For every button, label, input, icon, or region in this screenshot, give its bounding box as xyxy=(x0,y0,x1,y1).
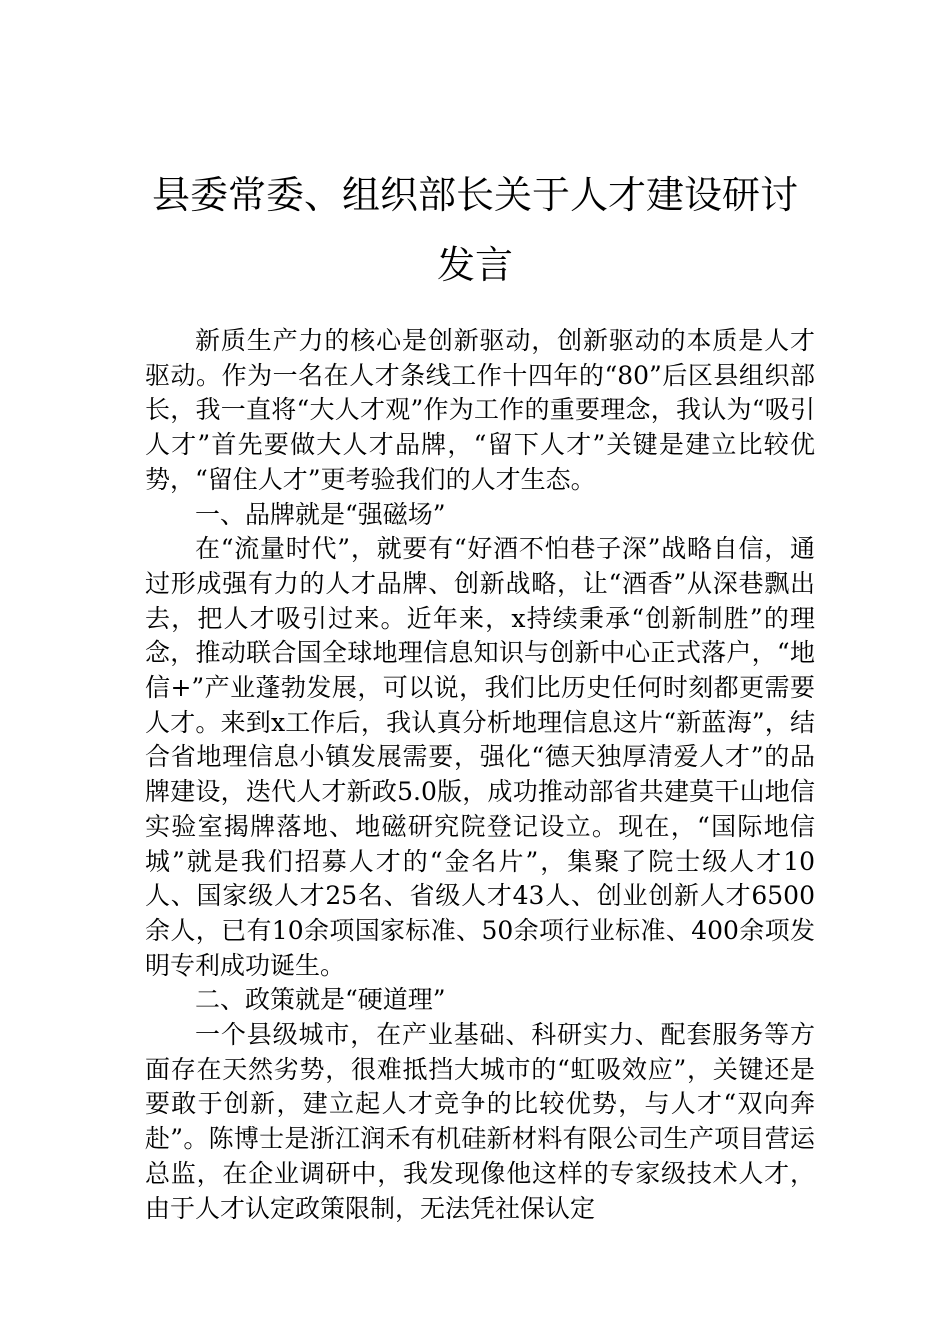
paragraph-brand: 在“流量时代”，就要有“好酒不怕巷子深”战略自信，通过形成强有力的人才品牌、创新战略，让“酒香”从深巷飘出去，把人才吸引过来。近年来，x持续秉承“创新制胜”的理念，推动联合国全球地理信息知识与创新中心正式落户，“地信+”产业蓬勃发展，可以说，我们比历史任何时刻都更需要人才。来到x工作后，我认真分析地理信息这片“新蓝海”，结合省地理信息小镇发展需要，强化“德天独厚清爱人才”的品牌建设，迭代人才新政5.0版，成功推动部省共建莫干山地信实验室揭牌落地、地磁研究院登记设立。现在，“国际地信城”就是我们招募人才的“金名片”，集聚了院士级人才10人、国家级人才25名、省级人才43人、创业创新人才6500余人，已有10余项国家标准、50余项行业标准、400余项发明专利成功诞生。 xyxy=(145,534,815,980)
section-heading-1: 一、品牌就是“强磁场” xyxy=(195,499,446,529)
section-heading-2: 二、政策就是“硬道理” xyxy=(195,985,446,1015)
paragraph-policy: 一个县级城市，在产业基础、科研实力、配套服务等方面存在天然劣势，很难抵挡大城市的“虹吸效应”，关键还是要敢于创新，建立起人才竞争的比较优势，与人才“双向奔赴”。陈博士是浙江润禾有机硅新材料有限公司生产项目营运总监，在企业调研中，我发现像他这样的专家级技术人才，由于人才认定政策限制，无法凭社保认定 xyxy=(145,1020,815,1223)
document-body xyxy=(145,324,815,1226)
document-title: 县委常委、组织部长关于人才建设研讨发言 xyxy=(151,173,798,287)
paragraph-intro: 新质生产力的核心是创新驱动，创新驱动的本质是人才驱动。作为一名在人才条线工作十四年的“80”后区县组织部长，我一直将“大人才观”作为工作的重要理念，我认为“吸引人才”首先要做大人才品牌，“留下人才”关键是建立比较优势，“留住人才”更考验我们的人才生态。 xyxy=(145,326,815,494)
